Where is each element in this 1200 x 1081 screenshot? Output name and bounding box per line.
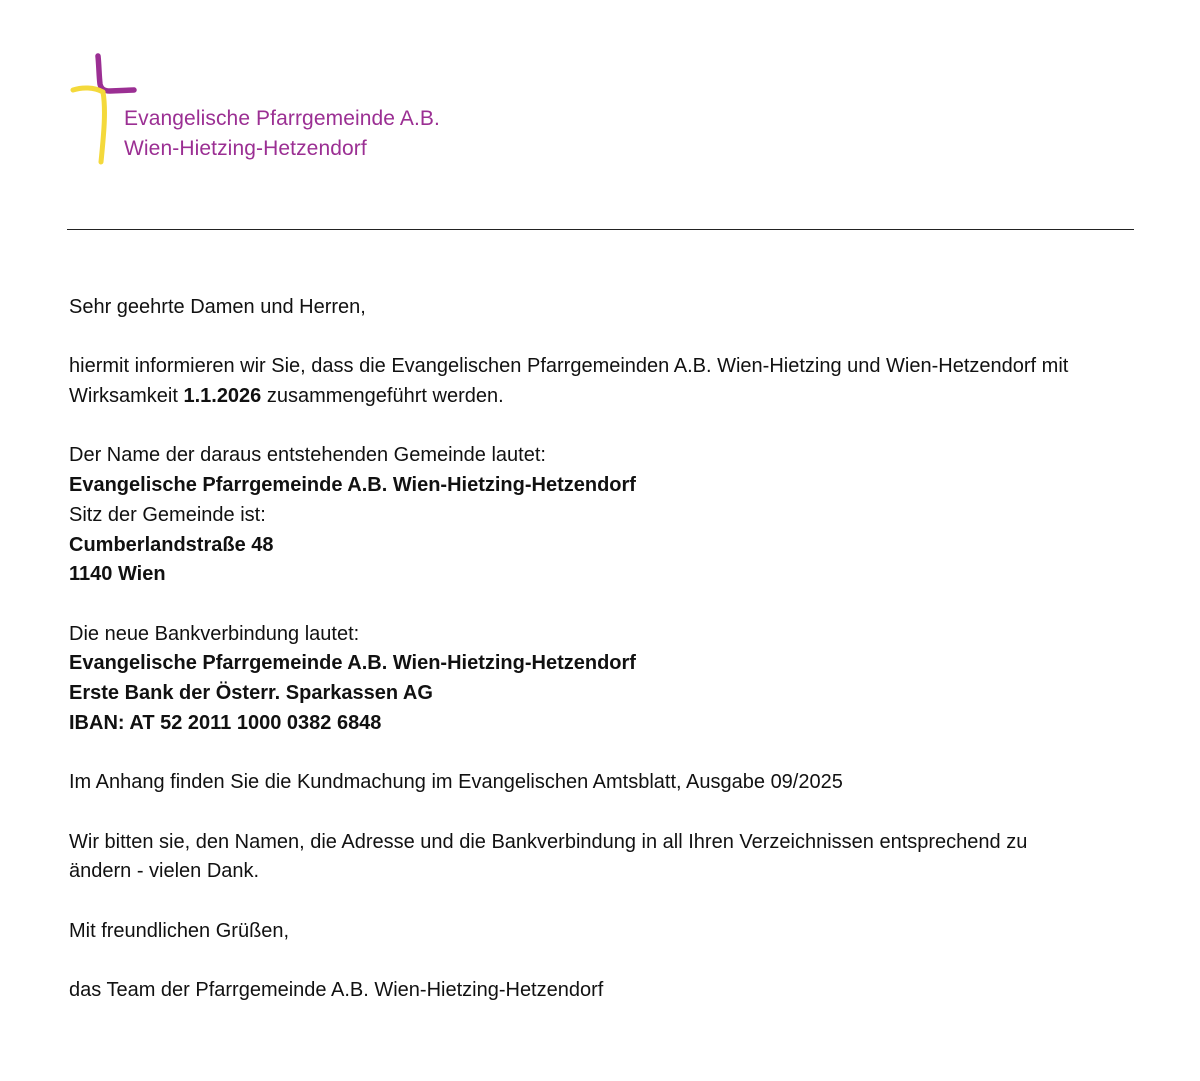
attachment-paragraph: Im Anhang finden Sie die Kundmachung im Evangelischen Amtsblatt, Ausgabe 09/2025 xyxy=(69,771,843,794)
name-label: Der Name der daraus entstehenden Gemeinde lautet: xyxy=(69,444,546,467)
bank-name: Erste Bank der Österr. Sparkassen AG xyxy=(69,682,433,705)
bank-holder: Evangelische Pfarrgemeinde A.B. Wien-Hietzing-Hetzendorf xyxy=(69,652,636,675)
request-paragraph xyxy=(69,828,1139,887)
salutation: Sehr geehrte Damen und Herren, xyxy=(69,296,366,318)
seat-street: Cumberlandstraße 48 xyxy=(69,533,274,556)
name-paragraph xyxy=(69,441,1139,590)
signature: das Team der Pfarrgemeinde A.B. Wien-Hietzing-Hetzendorf xyxy=(69,979,604,1002)
parish-logo xyxy=(70,52,490,172)
request-line-1: Wir bitten sie, den Namen, die Adresse und die Bankverbindung in all Ihren Verzeichnissen entsprechend zu xyxy=(69,830,1028,853)
logo-wordmark xyxy=(124,104,440,164)
seat-city: 1140 Wien xyxy=(69,563,166,586)
community-name: Evangelische Pfarrgemeinde A.B. Wien-Hietzing-Hetzendorf xyxy=(69,474,636,497)
bank-paragraph xyxy=(69,620,1139,739)
logo-line-1: Evangelische Pfarrgemeinde A.B. xyxy=(124,107,440,130)
logo-line-2: Wien-Hietzing-Hetzendorf xyxy=(124,137,367,160)
letter-body xyxy=(69,293,1139,1035)
bank-label: Die neue Bankverbindung lautet: xyxy=(69,622,360,645)
request-line-2: ändern - vielen Dank. xyxy=(69,860,260,883)
intro-paragraph xyxy=(69,352,1139,411)
seat-label: Sitz der Gemeinde ist: xyxy=(69,503,266,526)
merge-date: 1.1.2026 xyxy=(183,385,262,408)
bank-iban: IBAN: AT 52 2011 1000 0382 6848 xyxy=(69,711,382,734)
intro-text-before: hiermit informieren wir Sie, dass die Evangelischen Pfarrgemeinden A.B. Wien-Hietzing und Wien-Hetzendorf mit Wirksamkeit xyxy=(69,355,1069,408)
header-divider xyxy=(67,229,1134,230)
closing: Mit freundlichen Grüßen, xyxy=(69,919,290,942)
intro-text-after: zusammengeführt werden. xyxy=(261,385,504,408)
